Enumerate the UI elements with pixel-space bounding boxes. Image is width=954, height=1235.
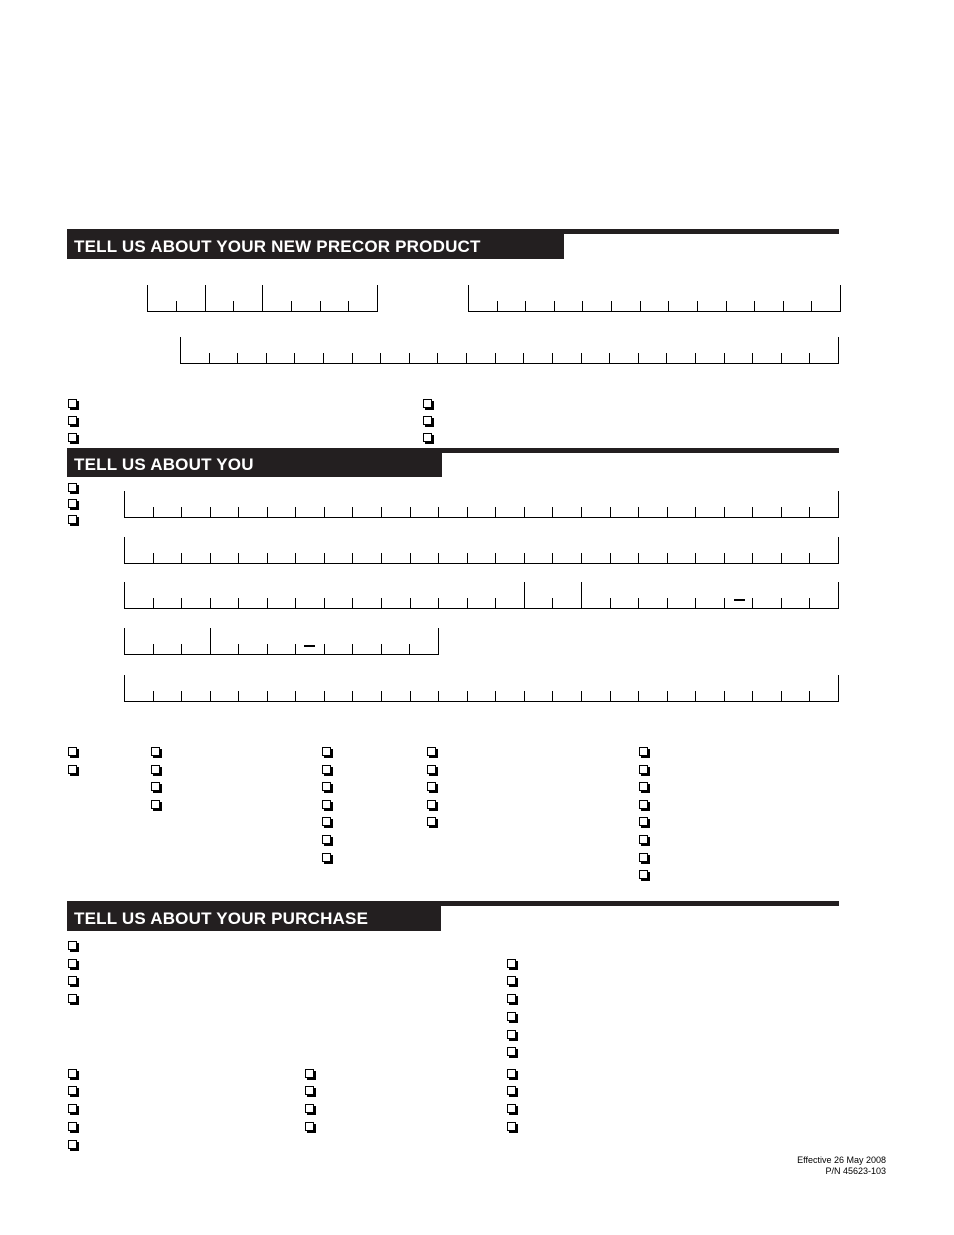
comb-tick xyxy=(581,553,582,563)
checkbox[interactable] xyxy=(639,747,648,756)
comb-tick xyxy=(381,553,382,563)
comb-tick xyxy=(267,507,268,517)
comb-tick xyxy=(724,507,725,517)
comb-tick xyxy=(352,644,353,654)
name-field[interactable] xyxy=(124,492,839,518)
comb-tick xyxy=(237,353,238,363)
checkbox[interactable] xyxy=(68,515,77,524)
comb-tick xyxy=(262,285,263,311)
checkbox[interactable] xyxy=(305,1104,314,1113)
comb-tick xyxy=(267,553,268,563)
comb-tick xyxy=(752,553,753,563)
comb-tick xyxy=(781,507,782,517)
comb-tick xyxy=(524,507,525,517)
checkbox[interactable] xyxy=(151,765,160,774)
checkbox[interactable] xyxy=(507,1069,516,1078)
comb-tick xyxy=(210,598,211,608)
comb-tick xyxy=(582,301,583,311)
checkbox[interactable] xyxy=(68,1140,77,1149)
comb-tick xyxy=(781,553,782,563)
comb-tick xyxy=(381,691,382,701)
part-number: P/N 45623-103 xyxy=(825,1166,886,1176)
checkbox[interactable] xyxy=(68,1104,77,1113)
comb-tick xyxy=(205,285,206,311)
checkbox[interactable] xyxy=(305,1086,314,1095)
comb-tick xyxy=(783,301,784,311)
comb-tick xyxy=(380,353,381,363)
comb-tick xyxy=(638,553,639,563)
comb-tick xyxy=(638,353,639,363)
comb-tick xyxy=(410,553,411,563)
comb-tick xyxy=(552,691,553,701)
effective-date: Effective 26 May 2008 xyxy=(797,1155,886,1165)
comb-tick xyxy=(124,675,125,701)
checkbox[interactable] xyxy=(507,1012,516,1021)
footer xyxy=(797,1155,886,1177)
comb-tick xyxy=(497,301,498,311)
comb-tick xyxy=(610,553,611,563)
comb-tick xyxy=(181,644,182,654)
comb-tick xyxy=(180,337,181,363)
checkbox[interactable] xyxy=(322,853,331,862)
checkbox[interactable] xyxy=(427,782,436,791)
section-header-purchase: TELL US ABOUT YOUR PURCHASE xyxy=(67,906,441,931)
comb-tick xyxy=(153,598,154,608)
city-state-zip-field[interactable] xyxy=(124,583,839,609)
checkbox[interactable] xyxy=(68,483,77,492)
comb-tick xyxy=(210,628,211,654)
comb-tick xyxy=(153,644,154,654)
comb-tick xyxy=(809,691,810,701)
checkbox[interactable] xyxy=(322,782,331,791)
comb-tick xyxy=(320,301,321,311)
comb-tick xyxy=(467,553,468,563)
comb-tick xyxy=(324,507,325,517)
comb-tick xyxy=(210,507,211,517)
comb-tick xyxy=(124,537,125,563)
comb-tick xyxy=(811,301,812,311)
checkbox[interactable] xyxy=(68,416,77,425)
comb-tick xyxy=(153,507,154,517)
comb-tick xyxy=(468,285,469,311)
comb-tick xyxy=(295,507,296,517)
comb-tick xyxy=(409,353,410,363)
comb-tick xyxy=(609,353,610,363)
comb-tick xyxy=(552,553,553,563)
checkbox[interactable] xyxy=(151,782,160,791)
comb-tick xyxy=(238,553,239,563)
checkbox[interactable] xyxy=(507,994,516,1003)
comb-tick xyxy=(611,301,612,311)
checkbox[interactable] xyxy=(423,416,432,425)
comb-tick xyxy=(667,507,668,517)
comb-tick xyxy=(495,553,496,563)
comb-tick xyxy=(581,507,582,517)
checkbox[interactable] xyxy=(427,817,436,826)
comb-tick xyxy=(295,644,296,654)
checkbox[interactable] xyxy=(68,959,77,968)
section-header-you: TELL US ABOUT YOU xyxy=(67,452,442,477)
comb-tick xyxy=(323,353,324,363)
comb-tick xyxy=(348,301,349,311)
checkbox[interactable] xyxy=(639,835,648,844)
comb-tick xyxy=(295,691,296,701)
comb-tick xyxy=(610,691,611,701)
section-header-product: TELL US ABOUT YOUR NEW PRECOR PRODUCT xyxy=(67,234,564,259)
comb-tick xyxy=(697,301,698,311)
comb-tick xyxy=(438,628,439,654)
comb-tick xyxy=(377,285,378,311)
comb-tick xyxy=(124,491,125,517)
checkbox[interactable] xyxy=(507,1030,516,1039)
checkbox[interactable] xyxy=(507,976,516,985)
comb-tick xyxy=(267,598,268,608)
comb-tick xyxy=(552,507,553,517)
comb-tick xyxy=(410,507,411,517)
comb-tick xyxy=(726,301,727,311)
checkbox[interactable] xyxy=(68,1086,77,1095)
comb-tick xyxy=(781,353,782,363)
comb-tick xyxy=(181,691,182,701)
comb-tick xyxy=(638,507,639,517)
comb-tick xyxy=(438,691,439,701)
comb-tick xyxy=(640,301,641,311)
comb-tick xyxy=(210,691,211,701)
comb-tick xyxy=(638,598,639,608)
comb-tick xyxy=(581,691,582,701)
comb-tick xyxy=(809,598,810,608)
checkbox[interactable] xyxy=(639,782,648,791)
checkbox[interactable] xyxy=(322,747,331,756)
comb-tick xyxy=(752,353,753,363)
comb-tick xyxy=(352,507,353,517)
comb-tick xyxy=(610,507,611,517)
comb-tick xyxy=(176,301,177,311)
comb-tick xyxy=(754,301,755,311)
checkbox[interactable] xyxy=(507,959,516,968)
comb-tick xyxy=(209,353,210,363)
checkbox[interactable] xyxy=(322,765,331,774)
comb-tick xyxy=(437,353,438,363)
checkbox[interactable] xyxy=(639,853,648,862)
comb-tick xyxy=(294,353,295,363)
comb-tick xyxy=(666,353,667,363)
comb-tick xyxy=(695,353,696,363)
comb-tick xyxy=(324,691,325,701)
checkbox[interactable] xyxy=(68,1069,77,1078)
comb-tick xyxy=(324,598,325,608)
comb-tick xyxy=(667,598,668,608)
checkbox[interactable] xyxy=(68,499,77,508)
comb-tick xyxy=(524,582,525,608)
comb-tick xyxy=(695,507,696,517)
comb-tick xyxy=(153,691,154,701)
comb-tick xyxy=(838,675,839,701)
comb-tick xyxy=(295,553,296,563)
comb-tick xyxy=(124,628,125,654)
comb-tick xyxy=(667,691,668,701)
comb-tick xyxy=(809,507,810,517)
checkbox[interactable] xyxy=(151,747,160,756)
comb-tick xyxy=(352,353,353,363)
comb-tick xyxy=(781,598,782,608)
comb-tick xyxy=(147,285,148,311)
checkbox[interactable] xyxy=(322,835,331,844)
comb-tick xyxy=(267,691,268,701)
comb-tick xyxy=(181,507,182,517)
comb-tick xyxy=(724,353,725,363)
comb-tick xyxy=(467,598,468,608)
checkbox[interactable] xyxy=(68,941,77,950)
comb-tick xyxy=(752,598,753,608)
checkbox[interactable] xyxy=(68,747,77,756)
comb-tick xyxy=(695,598,696,608)
comb-tick xyxy=(838,582,839,608)
comb-tick xyxy=(238,507,239,517)
comb-tick xyxy=(410,598,411,608)
checkbox[interactable] xyxy=(639,765,648,774)
comb-tick xyxy=(181,598,182,608)
comb-tick xyxy=(581,582,582,608)
comb-tick xyxy=(525,301,526,311)
comb-tick xyxy=(524,553,525,563)
comb-tick xyxy=(552,598,553,608)
comb-tick xyxy=(438,507,439,517)
comb-tick xyxy=(438,598,439,608)
checkbox[interactable] xyxy=(68,994,77,1003)
comb-tick xyxy=(291,301,292,311)
comb-tick xyxy=(233,301,234,311)
phone-dash xyxy=(304,645,315,647)
comb-tick xyxy=(668,301,669,311)
comb-tick xyxy=(523,353,524,363)
comb-tick xyxy=(238,644,239,654)
comb-tick xyxy=(695,691,696,701)
comb-tick xyxy=(352,598,353,608)
comb-tick xyxy=(410,691,411,701)
comb-tick xyxy=(752,691,753,701)
comb-tick xyxy=(324,644,325,654)
comb-tick xyxy=(295,598,296,608)
comb-tick xyxy=(495,507,496,517)
checkbox[interactable] xyxy=(68,399,77,408)
checkbox[interactable] xyxy=(427,765,436,774)
comb-tick xyxy=(238,691,239,701)
comb-tick xyxy=(466,353,467,363)
comb-tick xyxy=(267,644,268,654)
comb-tick xyxy=(695,553,696,563)
comb-tick xyxy=(352,691,353,701)
comb-tick xyxy=(809,553,810,563)
comb-tick xyxy=(495,353,496,363)
comb-tick xyxy=(838,491,839,517)
serial-number-field[interactable] xyxy=(468,286,841,312)
comb-tick xyxy=(124,582,125,608)
comb-tick xyxy=(467,507,468,517)
comb-tick xyxy=(495,691,496,701)
checkbox[interactable] xyxy=(423,399,432,408)
comb-tick xyxy=(610,598,611,608)
email-field[interactable] xyxy=(124,676,839,702)
comb-tick xyxy=(352,553,353,563)
checkbox[interactable] xyxy=(305,1122,314,1131)
comb-tick xyxy=(266,353,267,363)
checkbox[interactable] xyxy=(322,800,331,809)
comb-tick xyxy=(752,507,753,517)
address-field[interactable] xyxy=(124,538,839,564)
checkbox[interactable] xyxy=(507,1047,516,1056)
checkbox[interactable] xyxy=(68,765,77,774)
comb-tick xyxy=(324,553,325,563)
comb-tick xyxy=(581,353,582,363)
checkbox[interactable] xyxy=(639,800,648,809)
checkbox[interactable] xyxy=(639,817,648,826)
purchase-date-field[interactable] xyxy=(147,286,378,312)
checkbox[interactable] xyxy=(68,976,77,985)
comb-tick xyxy=(840,285,841,311)
comb-tick xyxy=(438,553,439,563)
comb-tick xyxy=(495,598,496,608)
comb-tick xyxy=(238,598,239,608)
comb-tick xyxy=(210,553,211,563)
comb-tick xyxy=(838,537,839,563)
comb-tick xyxy=(724,598,725,608)
checkbox[interactable] xyxy=(68,433,77,442)
comb-tick xyxy=(554,301,555,311)
checkbox[interactable] xyxy=(507,1122,516,1131)
checkbox[interactable] xyxy=(507,1086,516,1095)
comb-tick xyxy=(838,337,839,363)
checkbox[interactable] xyxy=(507,1104,516,1113)
checkbox[interactable] xyxy=(427,747,436,756)
comb-tick xyxy=(524,691,525,701)
comb-tick xyxy=(381,598,382,608)
comb-tick xyxy=(809,353,810,363)
comb-tick xyxy=(181,553,182,563)
checkbox[interactable] xyxy=(423,433,432,442)
checkbox[interactable] xyxy=(427,800,436,809)
model-number-field[interactable] xyxy=(180,338,839,364)
comb-tick xyxy=(724,691,725,701)
checkbox[interactable] xyxy=(305,1069,314,1078)
comb-tick xyxy=(381,507,382,517)
zip-dash xyxy=(734,599,745,601)
comb-tick xyxy=(381,644,382,654)
checkbox[interactable] xyxy=(322,817,331,826)
comb-tick xyxy=(409,644,410,654)
comb-tick xyxy=(552,353,553,363)
comb-tick xyxy=(467,691,468,701)
comb-tick xyxy=(781,691,782,701)
checkbox[interactable] xyxy=(68,1122,77,1131)
checkbox[interactable] xyxy=(639,870,648,879)
comb-tick xyxy=(153,553,154,563)
checkbox[interactable] xyxy=(151,800,160,809)
comb-tick xyxy=(667,553,668,563)
comb-tick xyxy=(638,691,639,701)
comb-tick xyxy=(724,553,725,563)
phone-field[interactable] xyxy=(124,629,439,655)
